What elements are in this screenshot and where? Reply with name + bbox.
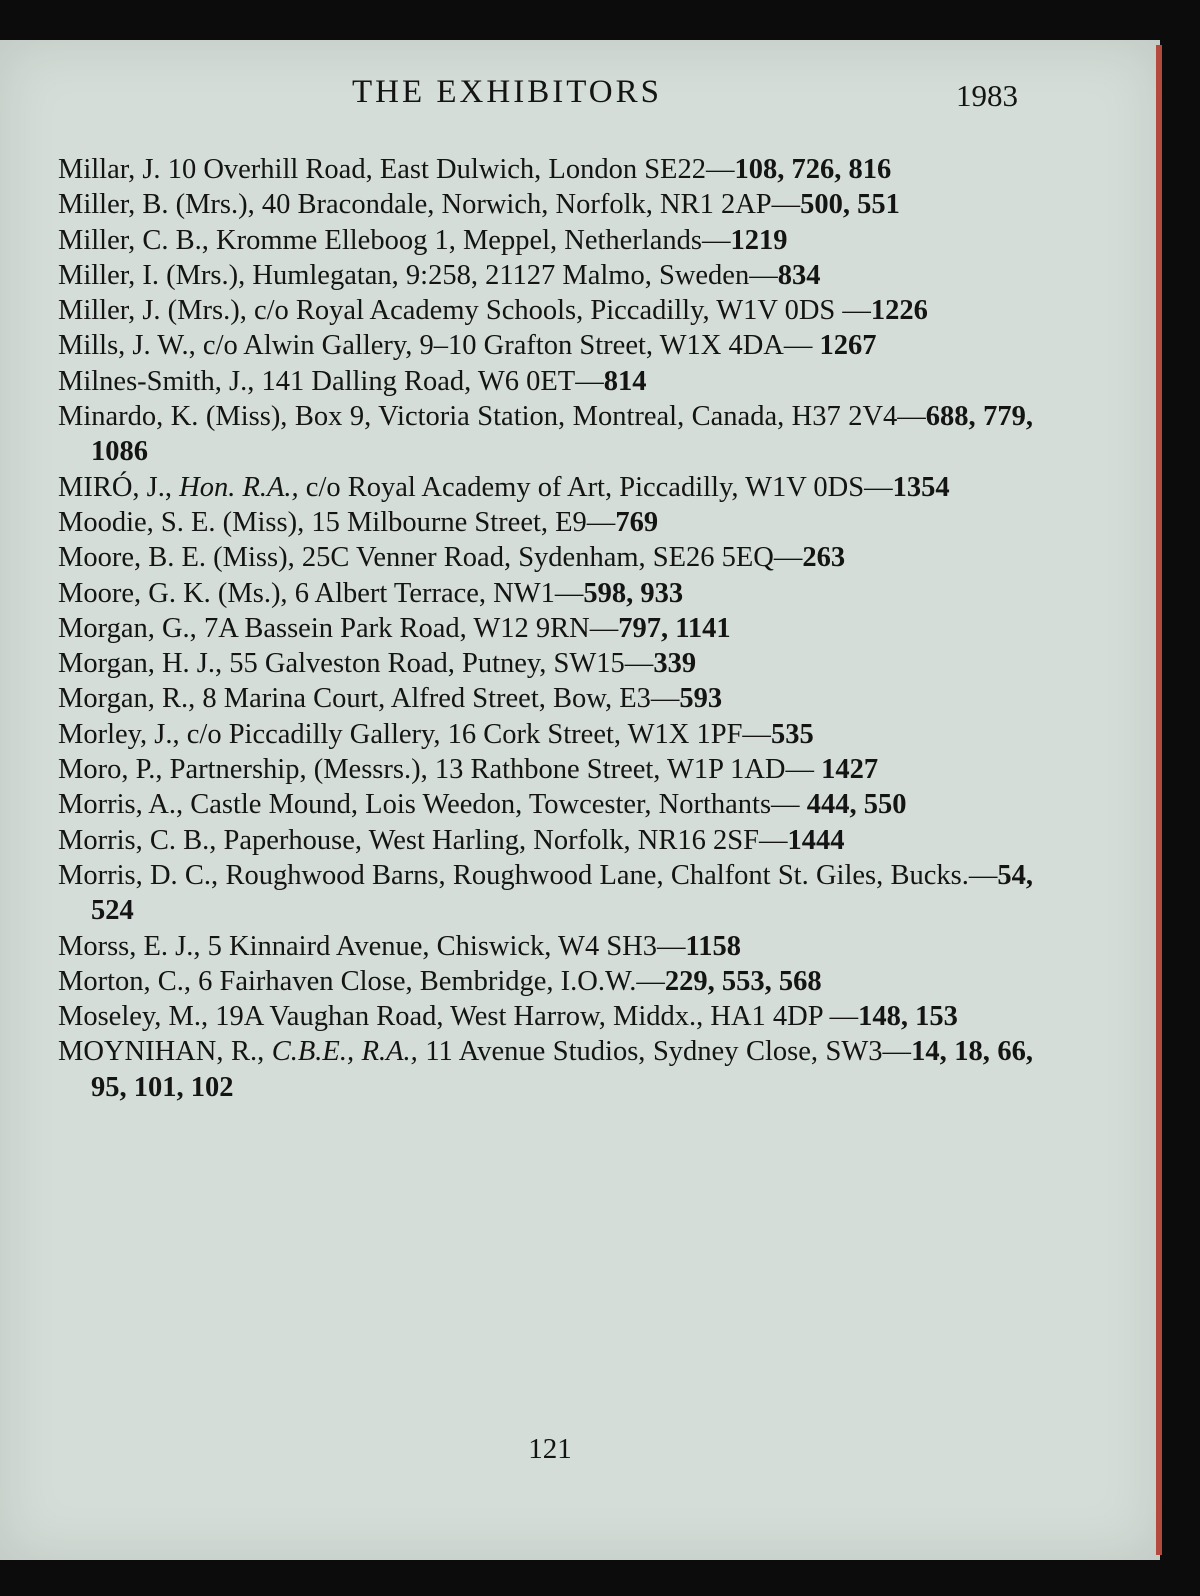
- exhibitor-address: Castle Mound, Lois Weedon, Towcester, Northants—: [183, 789, 807, 821]
- exhibitor-name: Morris, A.,: [58, 789, 184, 821]
- catalogue-numbers: 834: [777, 259, 821, 291]
- exhibitor-name: Moro, P., Partnership, (Messrs.),: [58, 754, 428, 786]
- exhibitor-name: Millar, J.: [58, 154, 161, 185]
- exhibitor-entry: [58, 223, 1033, 258]
- catalogue-numbers: 598, 933: [583, 577, 684, 609]
- exhibitor-address: Humlegatan, 9:258, 21127 Malmo, Sweden—: [245, 259, 778, 291]
- exhibitor-entry: [58, 787, 1033, 822]
- exhibitor-address: 6 Fairhaven Close, Bembridge, I.O.W.—: [191, 965, 665, 997]
- exhibitor-name: MIRÓ, J.,: [58, 471, 173, 503]
- exhibitor-name: Miller, J. (Mrs.),: [58, 295, 247, 327]
- exhibitor-address: 25C Venner Road, Sydenham, SE26 5EQ—: [294, 542, 803, 574]
- exhibitor-address: 6 Albert Terrace, NW1—: [287, 577, 584, 609]
- exhibitor-entry: [58, 364, 1033, 399]
- catalogue-numbers: 1427: [821, 754, 879, 786]
- catalogue-numbers: 688, 779, 1086: [91, 401, 1033, 468]
- exhibitor-name: Morss, E. J.,: [58, 930, 201, 962]
- page-edge: [1156, 45, 1162, 1555]
- exhibitor-entry: [58, 505, 1033, 540]
- catalogue-numbers: 54, 524: [91, 859, 1033, 927]
- running-header: [0, 74, 1160, 114]
- exhibitor-entry: [58, 823, 1033, 858]
- exhibitor-address: c/o Royal Academy of Art, Piccadilly, W1V 0DS—: [298, 471, 893, 503]
- exhibitor-name: Mills, J. W.,: [58, 330, 196, 362]
- exhibitor-name: Morgan, G.,: [58, 612, 197, 644]
- catalogue-numbers: 814: [603, 365, 647, 397]
- catalogue-numbers: 1267: [819, 330, 877, 362]
- catalogue-numbers: 1444: [787, 824, 845, 856]
- exhibitor-address: 15 Milbourne Street, E9—: [304, 506, 616, 538]
- exhibitor-address: 13 Rathbone Street, W1P 1AD—: [427, 754, 822, 786]
- exhibitor-name: Morton, C.,: [58, 965, 192, 997]
- exhibitor-address: c/o Alwin Gallery, 9–10 Grafton Street, W1X 4DA—: [195, 330, 820, 362]
- catalogue-numbers: 769: [615, 506, 659, 538]
- catalogue-numbers: 1219: [730, 224, 788, 256]
- exhibitor-entry: [58, 646, 1033, 681]
- exhibitor-entry: [58, 858, 1033, 929]
- exhibitor-address: 10 Overhill Road, East Dulwich, London SE22—: [160, 154, 735, 185]
- exhibitor-address: c/o Piccadilly Gallery, 16 Cork Street, W1X 1PF—: [179, 718, 771, 750]
- exhibitor-honours: Hon. R.A.,: [179, 471, 299, 503]
- exhibitor-entry: [58, 328, 1033, 363]
- catalogue-numbers: 263: [802, 542, 846, 574]
- catalogue-numbers: 444, 550: [806, 789, 907, 821]
- exhibitor-name: Miller, I. (Mrs.),: [58, 259, 246, 291]
- exhibitor-address: 55 Galveston Road, Putney, SW15—: [222, 648, 654, 680]
- exhibitor-name: Moodie, S. E. (Miss),: [58, 506, 305, 538]
- exhibitor-address: 8 Marina Court, Alfred Street, Bow, E3—: [195, 683, 680, 715]
- exhibitor-entry: [58, 611, 1033, 646]
- exhibitor-entry: [58, 964, 1033, 999]
- exhibitor-entry: [58, 681, 1033, 716]
- catalogue-numbers: 1354: [892, 471, 950, 503]
- exhibitor-name: Moseley, M.,: [58, 1001, 209, 1033]
- catalogue-numbers: 797, 1141: [618, 612, 731, 644]
- exhibitor-name: MOYNIHAN, R.,: [58, 1036, 265, 1068]
- exhibitor-name: Miller, C. B.,: [58, 224, 209, 256]
- catalogue-numbers: 1226: [870, 295, 928, 327]
- exhibitor-name: Morgan, R.,: [58, 683, 196, 715]
- catalogue-numbers: 108, 726, 816: [734, 154, 892, 185]
- catalogue-year: 1983: [956, 78, 1018, 113]
- exhibitor-name: Minardo, K. (Miss),: [58, 401, 288, 433]
- catalogue-numbers: 14, 18, 66, 95, 101, 102: [91, 1036, 1033, 1103]
- exhibitor-address: 19A Vaughan Road, West Harrow, Middx., HA1 4DP —: [208, 1001, 859, 1033]
- exhibitor-name: Morris, D. C.,: [58, 859, 219, 891]
- exhibitor-list: [58, 152, 1033, 1105]
- exhibitor-name: Moore, G. K. (Ms.),: [58, 577, 288, 609]
- catalogue-numbers: 500, 551: [800, 189, 900, 221]
- exhibitor-name: Morgan, H. J.,: [58, 648, 223, 680]
- exhibitor-entry: [58, 258, 1033, 293]
- exhibitor-address: Roughwood Barns, Roughwood Lane, Chalfont St. Giles, Bucks.—: [218, 859, 998, 891]
- exhibitor-name: Moore, B. E. (Miss),: [58, 542, 295, 574]
- exhibitor-entry: [58, 752, 1033, 787]
- exhibitor-entry: [58, 540, 1033, 575]
- exhibitor-name: Morley, J.,: [58, 718, 180, 750]
- exhibitor-honours: C.B.E., R.A.,: [271, 1036, 418, 1068]
- exhibitor-address: 11 Avenue Studios, Sydney Close, SW3—: [417, 1036, 912, 1068]
- exhibitor-entry: [58, 717, 1033, 752]
- catalogue-numbers: 229, 553, 568: [664, 965, 822, 997]
- exhibitor-name: Miller, B. (Mrs.),: [58, 189, 255, 221]
- exhibitor-address: 141 Dalling Road, W6 0ET—: [254, 365, 604, 397]
- exhibitor-entry: [58, 999, 1033, 1034]
- exhibitor-address: 5 Kinnaird Avenue, Chiswick, W4 SH3—: [200, 930, 686, 962]
- exhibitor-entry: [58, 399, 1033, 470]
- exhibitor-address: Paperhouse, West Harling, Norfolk, NR16 2SF—: [216, 824, 788, 856]
- exhibitor-name: Morris, C. B.,: [58, 824, 217, 856]
- exhibitor-entry: [58, 576, 1033, 611]
- exhibitor-name: Milnes-Smith, J.,: [58, 365, 255, 397]
- exhibitor-address: 7A Bassein Park Road, W12 9RN—: [196, 612, 619, 644]
- exhibitor-address: c/o Royal Academy Schools, Piccadilly, W1V 0DS —: [246, 295, 871, 327]
- catalogue-numbers: 1158: [685, 930, 741, 962]
- catalogue-numbers: 148, 153: [858, 1001, 958, 1033]
- exhibitor-entry: [58, 293, 1033, 328]
- catalogue-numbers: 535: [770, 718, 814, 750]
- exhibitor-entry: [58, 187, 1033, 222]
- exhibitor-entry: [58, 470, 1033, 505]
- exhibitor-address: Kromme Elleboog 1, Meppel, Netherlands—: [208, 224, 731, 256]
- catalogue-numbers: 593: [679, 683, 723, 715]
- exhibitor-entry: [58, 929, 1033, 964]
- catalogue-numbers: 339: [653, 648, 697, 680]
- exhibitor-entry: [58, 1034, 1033, 1105]
- exhibitor-address: Box 9, Victoria Station, Montreal, Canada, H37 2V4—: [287, 401, 926, 433]
- running-title: THE EXHIBITORS: [352, 74, 662, 110]
- exhibitor-entry: [58, 152, 1033, 187]
- page-number: 121: [528, 1433, 572, 1465]
- exhibitor-address: 40 Bracondale, Norwich, Norfolk, NR1 2AP—: [254, 189, 801, 221]
